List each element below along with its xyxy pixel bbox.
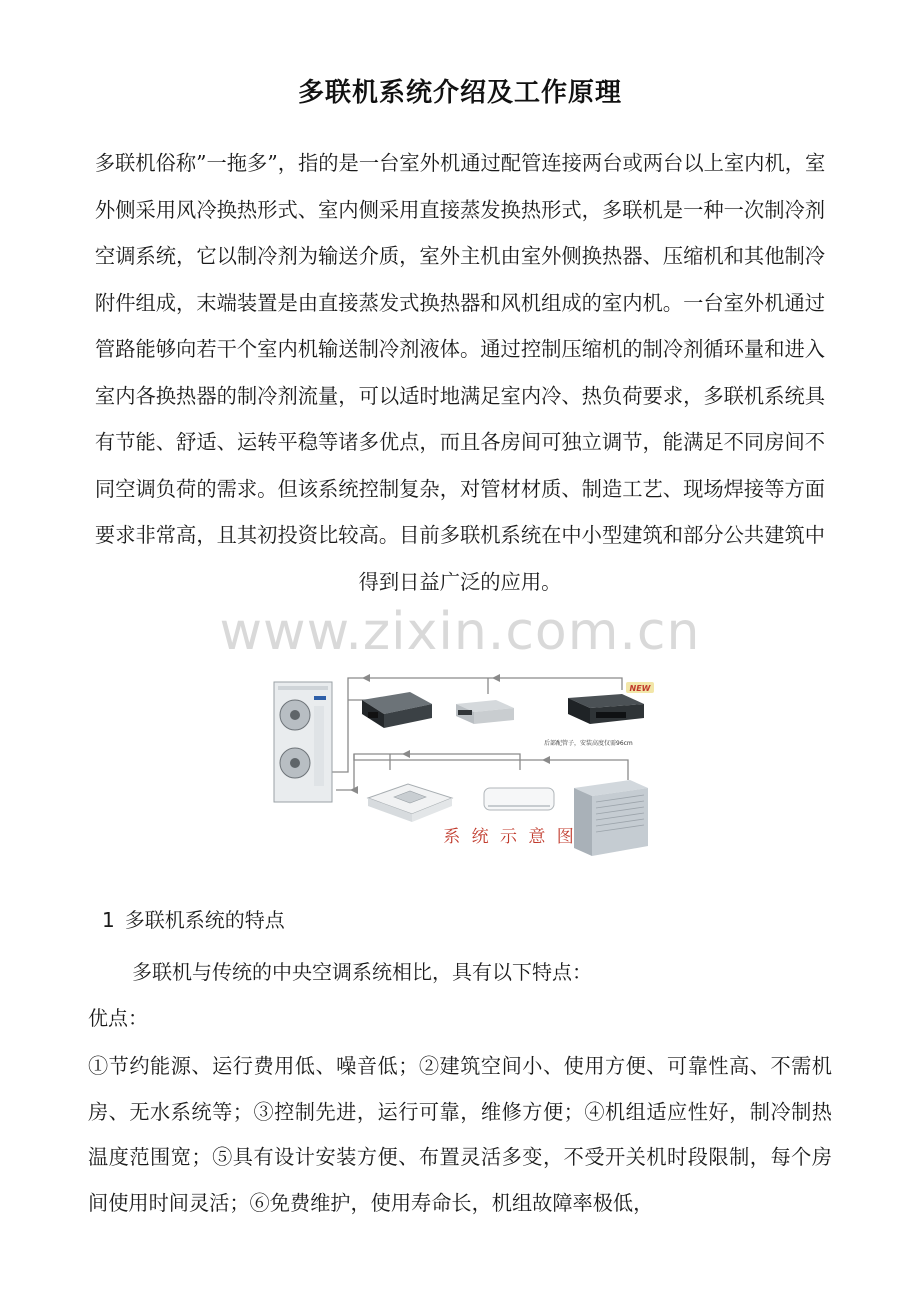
new-badge: [626, 682, 654, 693]
floor-standing-indoor-unit: [574, 780, 648, 856]
ducted-indoor-unit-2: [456, 700, 514, 724]
ducted-indoor-unit-3: [568, 694, 644, 724]
flow-arrows: [350, 674, 550, 794]
ducted-indoor-unit-1: [362, 692, 432, 728]
wall-mounted-indoor-unit: [484, 788, 554, 810]
system-diagram: [270, 660, 660, 860]
advantages-label: 优点：: [88, 1006, 148, 1030]
unit-installation-caption: 后部配管子，安装高度仅需96cm: [544, 740, 633, 747]
watermark: www.zixin.com.cn: [219, 602, 701, 662]
section-number: 1: [102, 908, 115, 932]
advantages-paragraph: ①节约能源、运行费用低、噪音低；②建筑空间小、使用方便、可靠性高、不需机房、无水系统等；③控制先进，运行可靠，维修方便；④机组适应性好，制冷制热温度范围宽；⑤具有设计安装方便、布置灵活多变，不受开关机时段限制，每个房间使用时间灵活；⑥免费维护，使用寿命长，机组故障率极低，: [88, 1054, 832, 1215]
new-badge-label: NEW: [629, 684, 651, 693]
cassette-indoor-unit: [368, 784, 452, 822]
diagram-caption: 系 统 示 意 图: [443, 827, 577, 847]
outdoor-unit-image: [274, 682, 332, 802]
page-title: 多联机系统介绍及工作原理: [297, 78, 622, 108]
section-title: 多联机系统的特点: [124, 908, 285, 932]
refrigerant-piping: [332, 678, 628, 790]
intro-paragraph: 多联机俗称”一拖多”，指的是一台室外机通过配管连接两台或两台以上室内机，室外侧采用风冷换热形式、室内侧采用直接蒸发换热形式，多联机是一种一次制冷剂空调系统，它以制冷剂为输送介质，室外主机由室外侧换热器、压缩机和其他制冷附件组成，末端装置是由直接蒸发式换热器和风机组成的室内机。一台室外机通过管路能够向若干个室内机输送制冷剂液体。通过控制压缩机的制冷剂循环量和进入室内各换热器的制冷剂流量，可以适时地满足室内冷、热负荷要求，多联机系统具有节能、舒适、运转平稳等诸多优点，而且各房间可独立调节，能满足不同房间不同空调负荷的需求。但该系统控制复杂，对管材材质、制造工艺、现场焊接等方面要求非常高，且其初投资比较高。目前多联机系统在中小型建筑和部分公共建筑中得到日益广泛的应用。: [94, 151, 826, 594]
section-lead: 多联机与传统的中央空调系统相比，具有以下特点：: [132, 960, 592, 984]
section-1-heading: [102, 904, 285, 933]
